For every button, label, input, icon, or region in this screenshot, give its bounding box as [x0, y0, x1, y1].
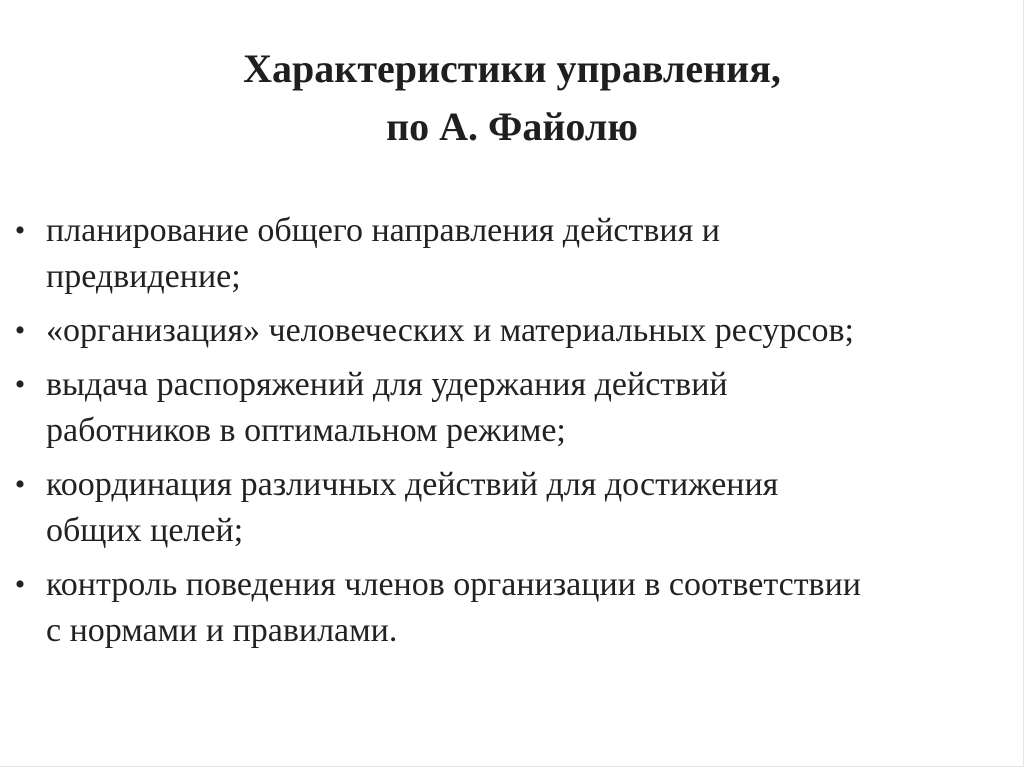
bullet-item-planning: [0, 208, 1010, 300]
bullet-text: «организация» человеческих и материальных ресурсов;: [46, 312, 854, 349]
bullet-item-organization: [0, 308, 1010, 354]
slide-title: [0, 40, 1024, 156]
bullet-dot-icon: •: [14, 314, 26, 347]
bullet-item-control: [0, 562, 1010, 654]
bullet-dot-icon: •: [14, 468, 26, 501]
bullet-item-coordination: [0, 462, 1010, 554]
slide-title-line-1: Характеристики управления,: [243, 46, 781, 91]
slide-title-line-2: по А. Файолю: [386, 104, 638, 149]
bullet-text: планирование общего направления действия и предвидение;: [46, 212, 720, 295]
bullet-text: выдача распоряжений для удержания действий работников в оптимальном режиме;: [46, 366, 728, 449]
bullet-dot-icon: •: [14, 568, 26, 601]
bullet-text: контроль поведения членов организации в соответствии с нормами и правилами.: [46, 566, 862, 649]
bullet-dot-icon: •: [14, 214, 26, 247]
bullet-dot-icon: •: [14, 368, 26, 401]
bullet-list: [0, 208, 1010, 662]
bullet-text: координация различных действий для достижения общих целей;: [46, 466, 779, 549]
bullet-item-commands: [0, 362, 1010, 454]
